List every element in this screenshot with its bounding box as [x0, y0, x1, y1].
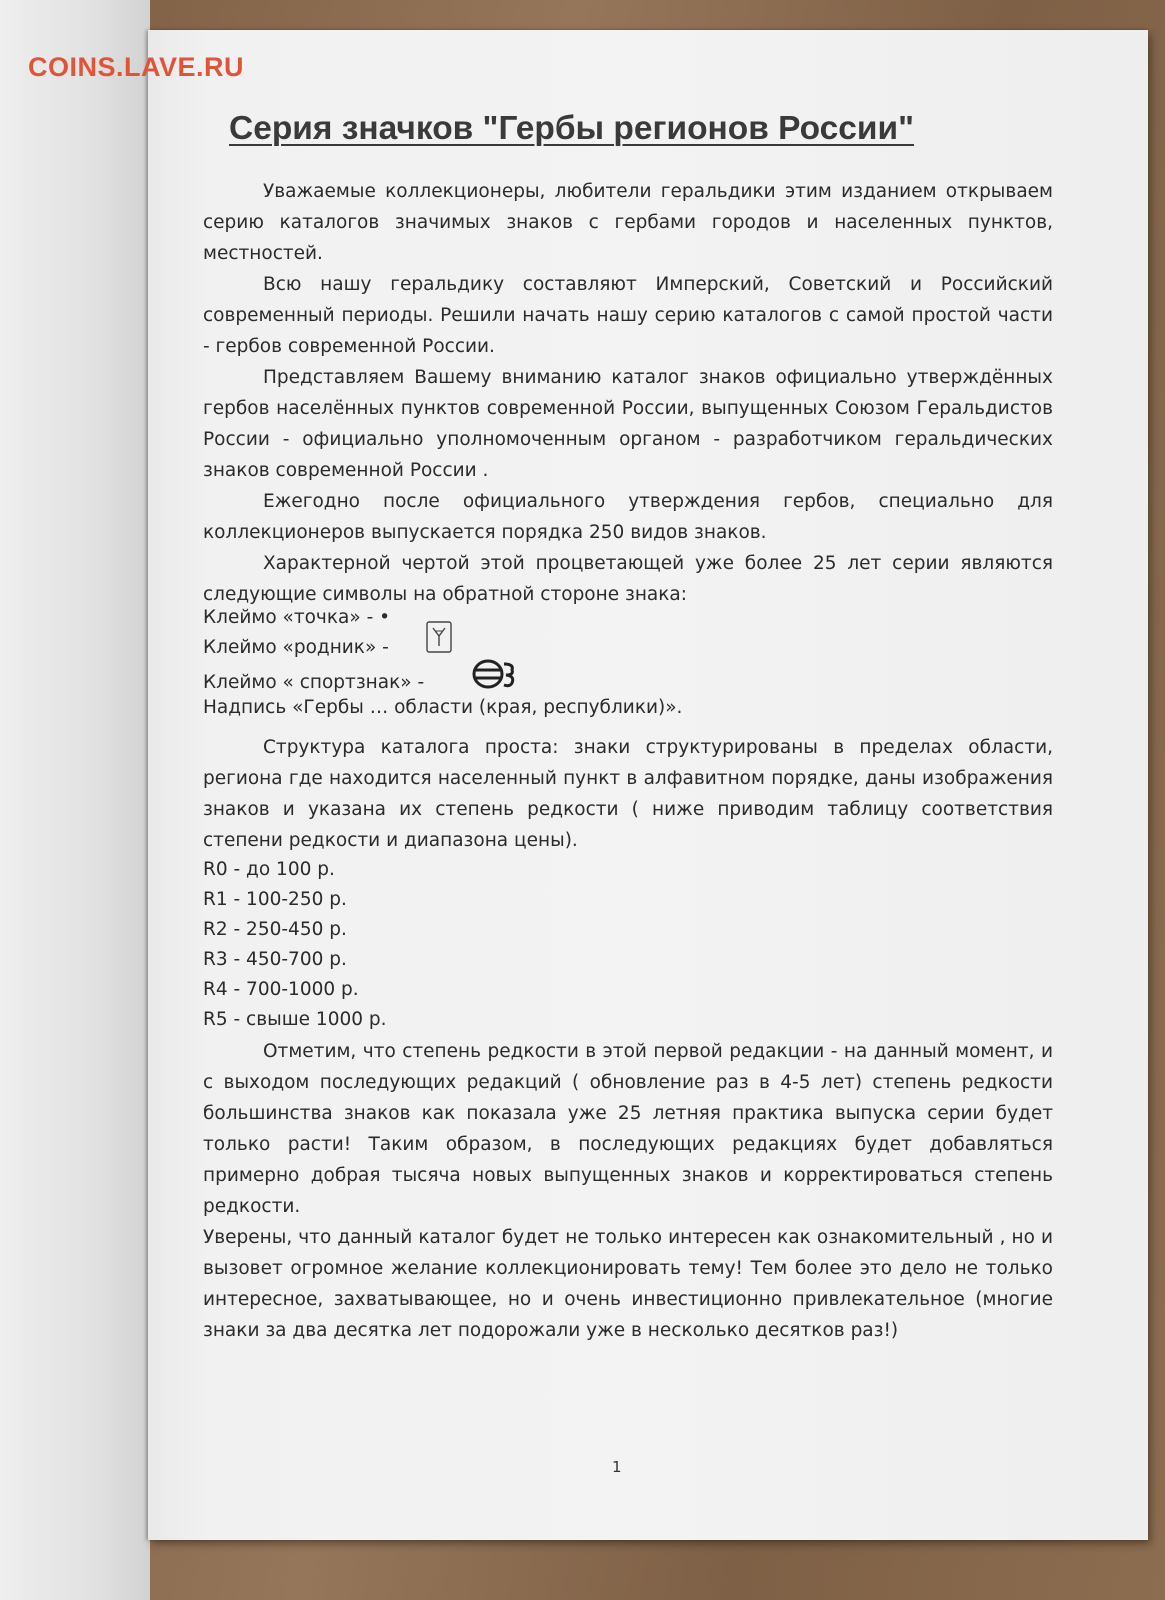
rarity-item: R3 - 450-700 р. [203, 949, 347, 970]
paragraph-final: Уверены, что данный каталог будет не только интересен как ознакомительный , но и вызовет огромное желание коллекционировать тему! Тем более это дело не только интересное, захватывающее, но и очень инвестиционно привлекательное (многие знаки за два десятка лет подорожали уже в несколько десятков раз!) [203, 1227, 1053, 1341]
paragraph-annual: Ежегодно после официального утверждения гербов, специально для коллекционеров выпускается порядка 250 видов знаков. [203, 491, 1053, 543]
rarity-item: R1 - 100-250 р. [203, 889, 347, 910]
mark-rodnik-line [203, 632, 1053, 662]
intro-text-block [203, 176, 1053, 610]
paragraph-symbols: Характерной чертой этой процветающей уже более 25 лет серии являются следующие символы на обратной стороне знака: [203, 553, 1053, 605]
mark-sport-line [203, 662, 1053, 692]
mark-inscription-line [203, 692, 1053, 722]
mark-dot-line [203, 602, 1053, 632]
paragraph-periods: Всю нашу геральдику составляют Имперский, Советский и Российский современный периоды. Решили начать нашу серию каталогов с самой простой части - гербов современной России. [203, 274, 1053, 357]
facing-page [0, 0, 150, 1600]
mark-inscription-label: Надпись «Гербы … области (края, республики)». [203, 697, 683, 718]
closing-text-block [203, 1036, 1053, 1346]
rarity-item: R5 - свыше 1000 р. [203, 1009, 387, 1030]
paragraph-structure: Структура каталога проста: знаки структурированы в пределах области, региона где находится населенный пункт в алфавитном порядке, даны изображения знаков и указана их степень редкости ( ниже приводим таблицу соответствия степени редкости и диапазона цены). [203, 737, 1053, 851]
rarity-list [203, 854, 1053, 1034]
mark-rodnik-label: Клеймо «родник» - [203, 637, 389, 658]
paragraph-greeting: Уважаемые коллекционеры, любители геральдики этим изданием открываем серию каталогов значимых знаков с гербами городов и населенных пунктов, местностей. [203, 181, 1053, 264]
rarity-item: R0 - до 100 р. [203, 859, 335, 880]
mark-dot-label: Клеймо «точка» - • [203, 607, 391, 628]
marks-list [203, 602, 1053, 722]
rarity-item: R4 - 700-1000 р. [203, 979, 359, 1000]
mark-sport-label: Клеймо « спортзнак» - [203, 672, 425, 693]
rarity-item: R2 - 250-450 р. [203, 919, 347, 940]
page-title: Серия значков "Гербы регионов России" [229, 110, 914, 147]
paragraph-catalog: Представляем Вашему вниманию каталог знаков официально утверждённых гербов населённых пунктов современной России, выпущенных Союзом Геральдистов России - официально уполномоченным органом - разработчиком геральдических знаков современной России . [203, 367, 1053, 481]
structure-text-block [203, 732, 1053, 856]
paragraph-rarity-note: Отметим, что степень редкости в этой первой редакции - на данный момент, и с выходом последующих редакций ( обновление раз в 4-5 лет) степень редкости большинства знаков как показала уже 25 летняя практика выпуска серии будет только расти! Таким образом, в последующих редакциях будет добавляться примерно добрая тысяча новых выпущенных знаков и корректироваться степень редкости. [203, 1041, 1053, 1217]
page-number: 1 [612, 1458, 622, 1476]
site-watermark: COINS.LAVE.RU [28, 52, 245, 82]
rodnik-mark-icon [425, 620, 453, 664]
